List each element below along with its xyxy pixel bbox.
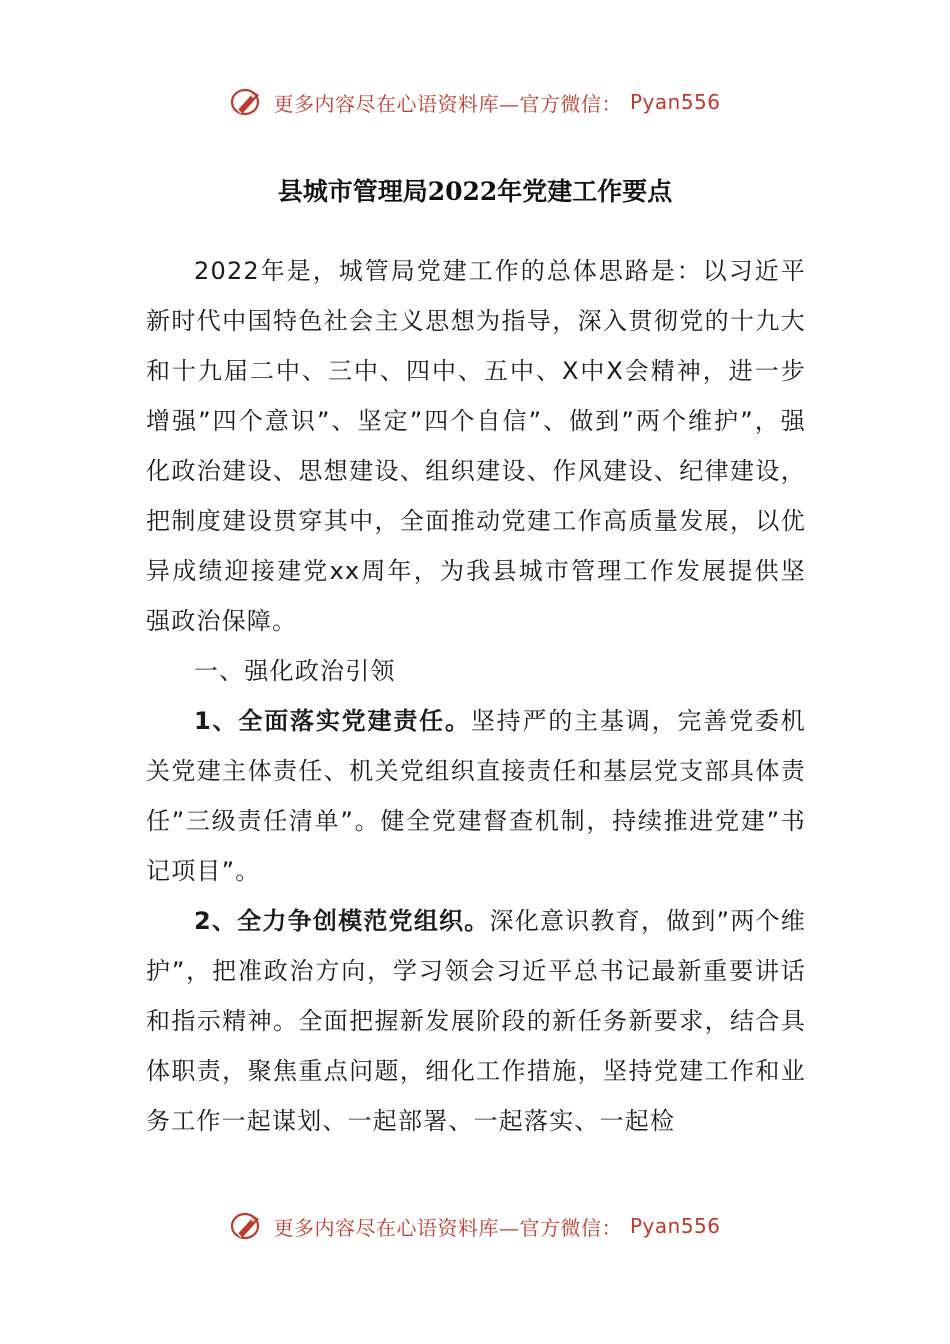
watermark-contact: Pyan556 — [629, 90, 721, 114]
document-body — [146, 246, 806, 1146]
intro-paragraph: 2022年是，城管局党建工作的总体思路是：以习近平新时代中国特色社会主义思想为指导，深入贯彻党的十九大和十九届二中、三中、四中、五中、X中X会精神，进一步增强”四个意识”、坚定”四个自信”、做到”两个维护”，强化政治建设、思想建设、组织建设、作风建设、纪律建设，把制度建设贯穿其中，全面推动党建工作高质量发展，以优异成绩迎接建党xx周年，为我县城市管理工作发展提供坚强政治保障。 — [146, 257, 806, 635]
item-lead-1: 1、全面落实党建责任。 — [194, 707, 471, 735]
pen-nib-circle-icon — [229, 1208, 265, 1244]
item-text-1: 坚持严的主基调，完善党委机关党建主体责任、机关党组织直接责任和基层党支部具体责任”三级责任清单”。健全党建督查机制，持续推进党建”书记项目”。 — [146, 707, 806, 885]
item-text-2: 深化意识教育，做到”两个维护”，把准政治方向，学习领会习近平总书记最新重要讲话和指示精神。全面把握新发展阶段的新任务新要求，结合具体职责，聚焦重点问题，细化工作措施，坚持党建工作和业务工作一起谋划、一起部署、一起落实、一起检 — [146, 907, 806, 1135]
watermark-text: 更多内容尽在心语资料库—官方微信： — [273, 91, 622, 116]
watermark-text: 更多内容尽在心语资料库—官方微信： — [273, 1215, 622, 1240]
section-heading: 一、强化政治引领 — [194, 657, 396, 685]
document-title: 县城市管理局2022年党建工作要点 — [277, 177, 673, 206]
watermark-contact: Pyan556 — [629, 1214, 721, 1238]
pen-nib-circle-icon — [229, 84, 265, 120]
item-paragraph-1 — [146, 696, 806, 896]
item-lead-2: 2、全力争创模范党组织。 — [194, 907, 490, 935]
watermark-header — [0, 84, 950, 120]
item-paragraph-2 — [146, 896, 806, 1146]
watermark-footer — [0, 1208, 950, 1244]
